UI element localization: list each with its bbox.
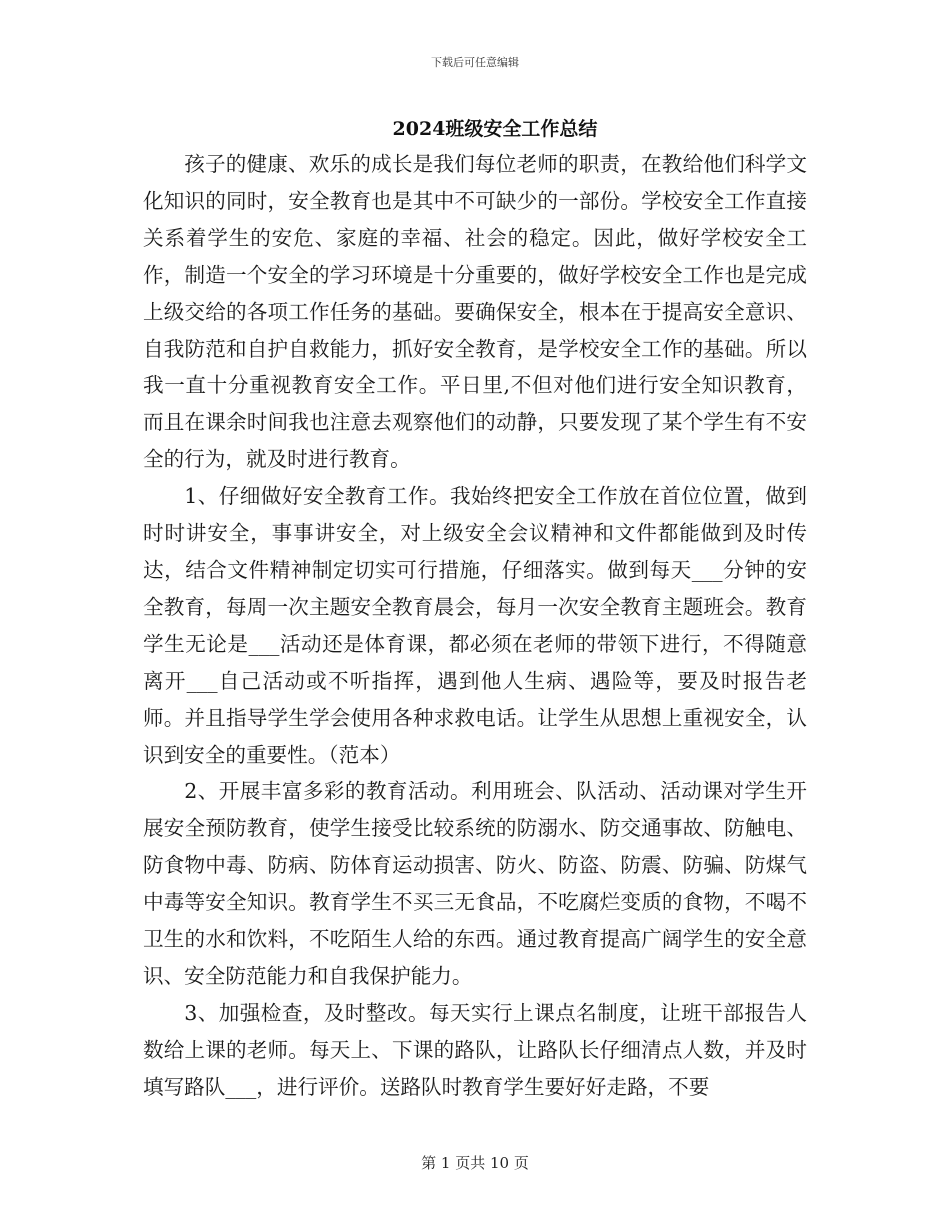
page-header-note: 下载后可任意编辑 — [431, 56, 519, 69]
intro-paragraph: 孩子的健康、欢乐的成长是我们每位老师的职责，在教给他们科学文化知识的同时，安全教育也是其中不可缺少的一部份。学校安全工作直接关系着学生的安危、家庭的幸福、社会的稳定。因此，做好学校安全工作，制造一个安全的学习环境是十分重要的，做好学校安全工作也是完成上级交给的各项工作任务的基础。要确保安全，根本在于提高安全意识、自我防范和自护自救能力，抓好安全教育，是学校安全工作的基础。所以我一直十分重视教育安全工作。平日里,不但对他们进行安全知识教育，而且在课余时间我也注意去观察他们的动静，只要发现了某个学生有不安全的行为，就及时进行教育。 — [143, 152, 807, 472]
section-2-paragraph: 2、开展丰富多彩的教育活动。利用班会、队活动、活动课对学生开展安全预防教育，使学生接受比较系统的防溺水、防交通事故、防触电、防食物中毒、防病、防体育运动损害、防火、防盗、防震、防骗、防煤气中毒等安全知识。教育学生不买三无食品，不吃腐烂变质的食物，不喝不卫生的水和饮料，不吃陌生人给的东西。通过教育提高广阔学生的安全意识、安全防范能力和自我保护能力。 — [143, 779, 807, 988]
page-number-footer: 第 1 页共 10 页 — [421, 1154, 529, 1172]
document-body — [143, 146, 807, 1106]
section-3-paragraph: 3、加强检查，及时整改。每天实行上课点名制度，让班干部报告人数给上课的老师。每天上、下课的路队，让路队长仔细清点人数，并及时填写路队___，进行评价。送路队时教育学生要好好走路，不要 — [143, 1000, 807, 1099]
section-1-paragraph: 1、仔细做好安全教育工作。我始终把安全工作放在首位位置，做到时时讲安全，事事讲安全，对上级安全会议精神和文件都能做到及时传达，结合文件精神制定切实可行措施，仔细落实。做到每天___分钟的安全教育，每周一次主题安全教育晨会，每月一次安全教育主题班会。教育学生无论是___活动还是体育课，都必须在老师的带领下进行，不得随意离开___自己活动或不听指挥，遇到他人生病、遇险等，要及时报告老师。并且指导学生学会使用各种求救电话。让学生从思想上重视安全，认识到安全的重要性。（范本） — [143, 484, 807, 767]
document-title: 2024班级安全工作总结 — [392, 118, 598, 140]
